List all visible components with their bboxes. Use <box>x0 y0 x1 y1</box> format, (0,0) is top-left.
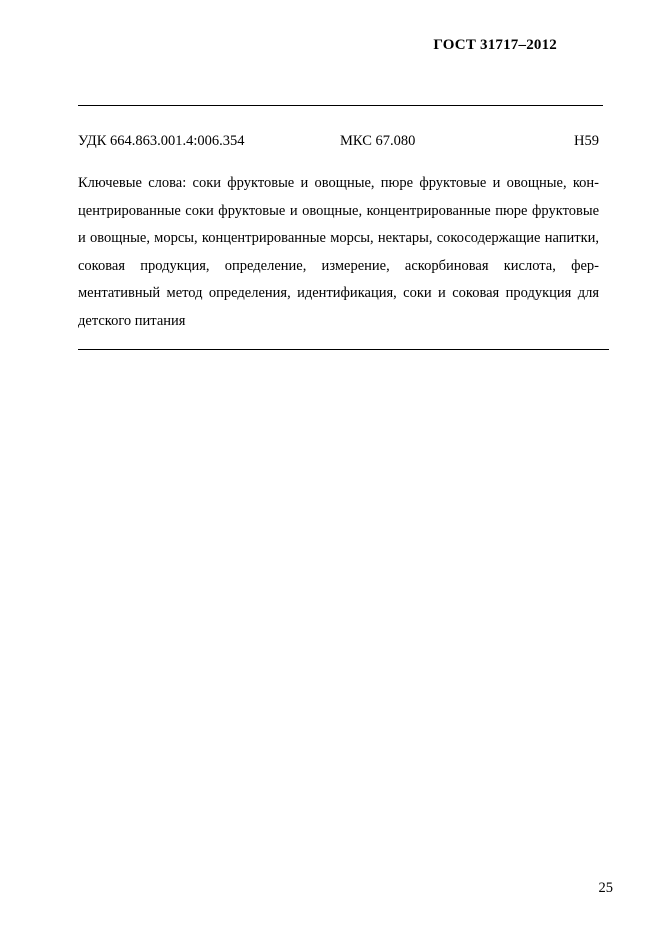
top-divider <box>78 105 603 106</box>
classification-line <box>78 133 599 153</box>
udk-code: УДК 664.863.001.4:006.354 <box>78 133 245 149</box>
category-code: Н59 <box>574 133 599 149</box>
mks-code: МКС 67.080 <box>340 133 416 149</box>
bottom-divider <box>78 349 609 350</box>
keywords-paragraph: Ключевые слова: соки фруктовые и овощные, пюре фруктовые и овощные, концентрированные соки фруктовые и овощные, концентрированные пюре фруктовые и овощные, морсы, концентрированные морсы, нектары, сокосодержащие напитки, соковая продукция, определение, измерение, аскорбиновая кислота, ферментативный метод определения, идентификация, соки и соковая продукция для детского питания <box>78 175 599 329</box>
document-standard-id: ГОСТ 31717–2012 <box>433 37 557 53</box>
page-number: 25 <box>598 880 613 896</box>
